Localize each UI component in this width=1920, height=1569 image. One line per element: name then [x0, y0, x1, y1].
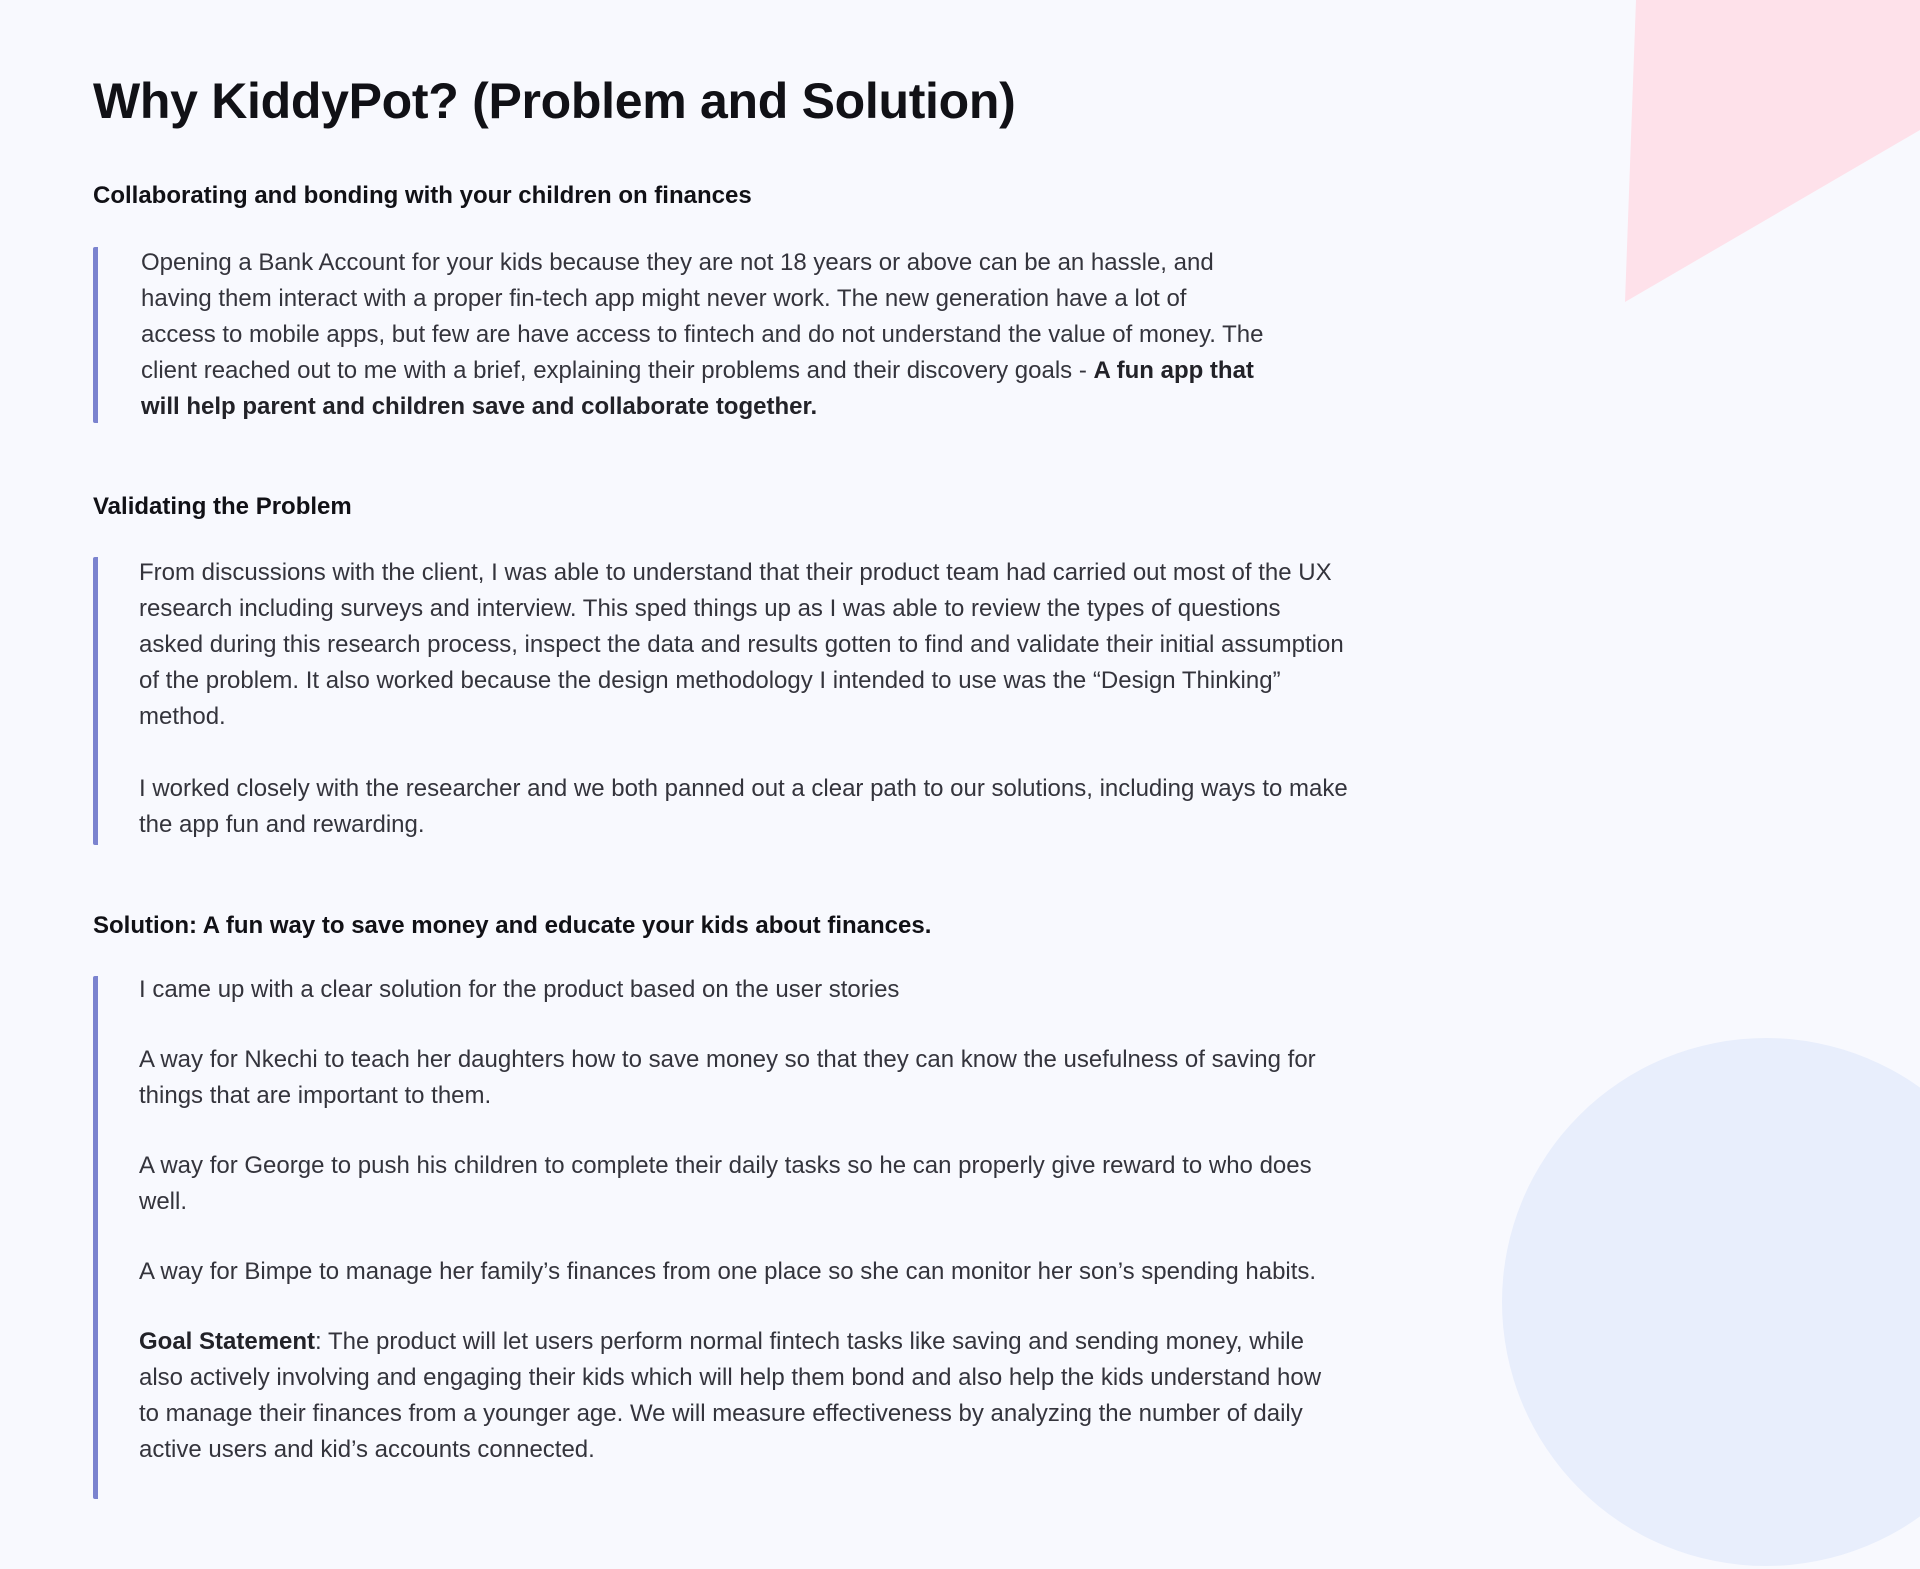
section-heading-collaborating: Collaborating and bonding with your children on finances [93, 182, 752, 209]
section-heading-validating: Validating the Problem [93, 493, 352, 520]
paragraph-emphasis: A fun app that will help parent and children save and collaborate together. [141, 357, 1254, 420]
paragraph: A way for George to push his children to complete their daily tasks so he can properly give reward to who does well. [139, 1152, 1312, 1215]
paragraph [139, 1324, 1329, 1468]
section-quote-collaborating [93, 247, 1311, 423]
paragraph: From discussions with the client, I was able to understand that their product team had carried out most of the UX research including surveys and interview. This sped things up as I was able to review the types of questions asked during this research process, inspect the data and results gotten to find and validate their initial assumption of the problem. It also worked because the design methodology I intended to use was the “Design Thinking” method. [139, 559, 1344, 730]
goal-statement-label: Goal Statement [139, 1328, 316, 1355]
paragraph [141, 245, 1266, 425]
pink-triangle-shape [1625, 0, 1920, 302]
section-heading-solution: Solution: A fun way to save money and educate your kids about finances. [93, 912, 932, 939]
paragraph: I came up with a clear solution for the product based on the user stories [139, 976, 900, 1003]
section-quote-solution [93, 976, 1419, 1499]
paragraph-text: : The product will let users perform normal fintech tasks like saving and sending money, while also actively involving and engaging their kids which will help them bond and also help the kids understand how to manage their finances from a younger age. We will measure effectiveness by analyzing the number of daily active users and kid’s accounts connected. [139, 1328, 1322, 1463]
page-title: Why KiddyPot? (Problem and Solution) [93, 73, 1016, 129]
section-quote-validating [93, 557, 1419, 845]
blue-circle-shape [1502, 1038, 1920, 1566]
paragraph-text: Opening a Bank Account for your kids because they are not 18 years or above can be an hassle, and having them interact with a proper fin-tech app might never work. The new generation have a lot of access to mobile apps, but few are have access to fintech and do not understand the value of money. The client reached out to me with a brief, explaining their problems and their discovery goals - [141, 249, 1264, 384]
paragraph: A way for Bimpe to manage her family’s finances from one place so she can monitor her son’s spending habits. [139, 1258, 1317, 1285]
paragraph: A way for Nkechi to teach her daughters how to save money so that they can know the usefulness of saving for things that are important to them. [139, 1046, 1316, 1109]
paragraph: I worked closely with the researcher and we both panned out a clear path to our solutions, including ways to make the app fun and rewarding. [139, 775, 1348, 838]
